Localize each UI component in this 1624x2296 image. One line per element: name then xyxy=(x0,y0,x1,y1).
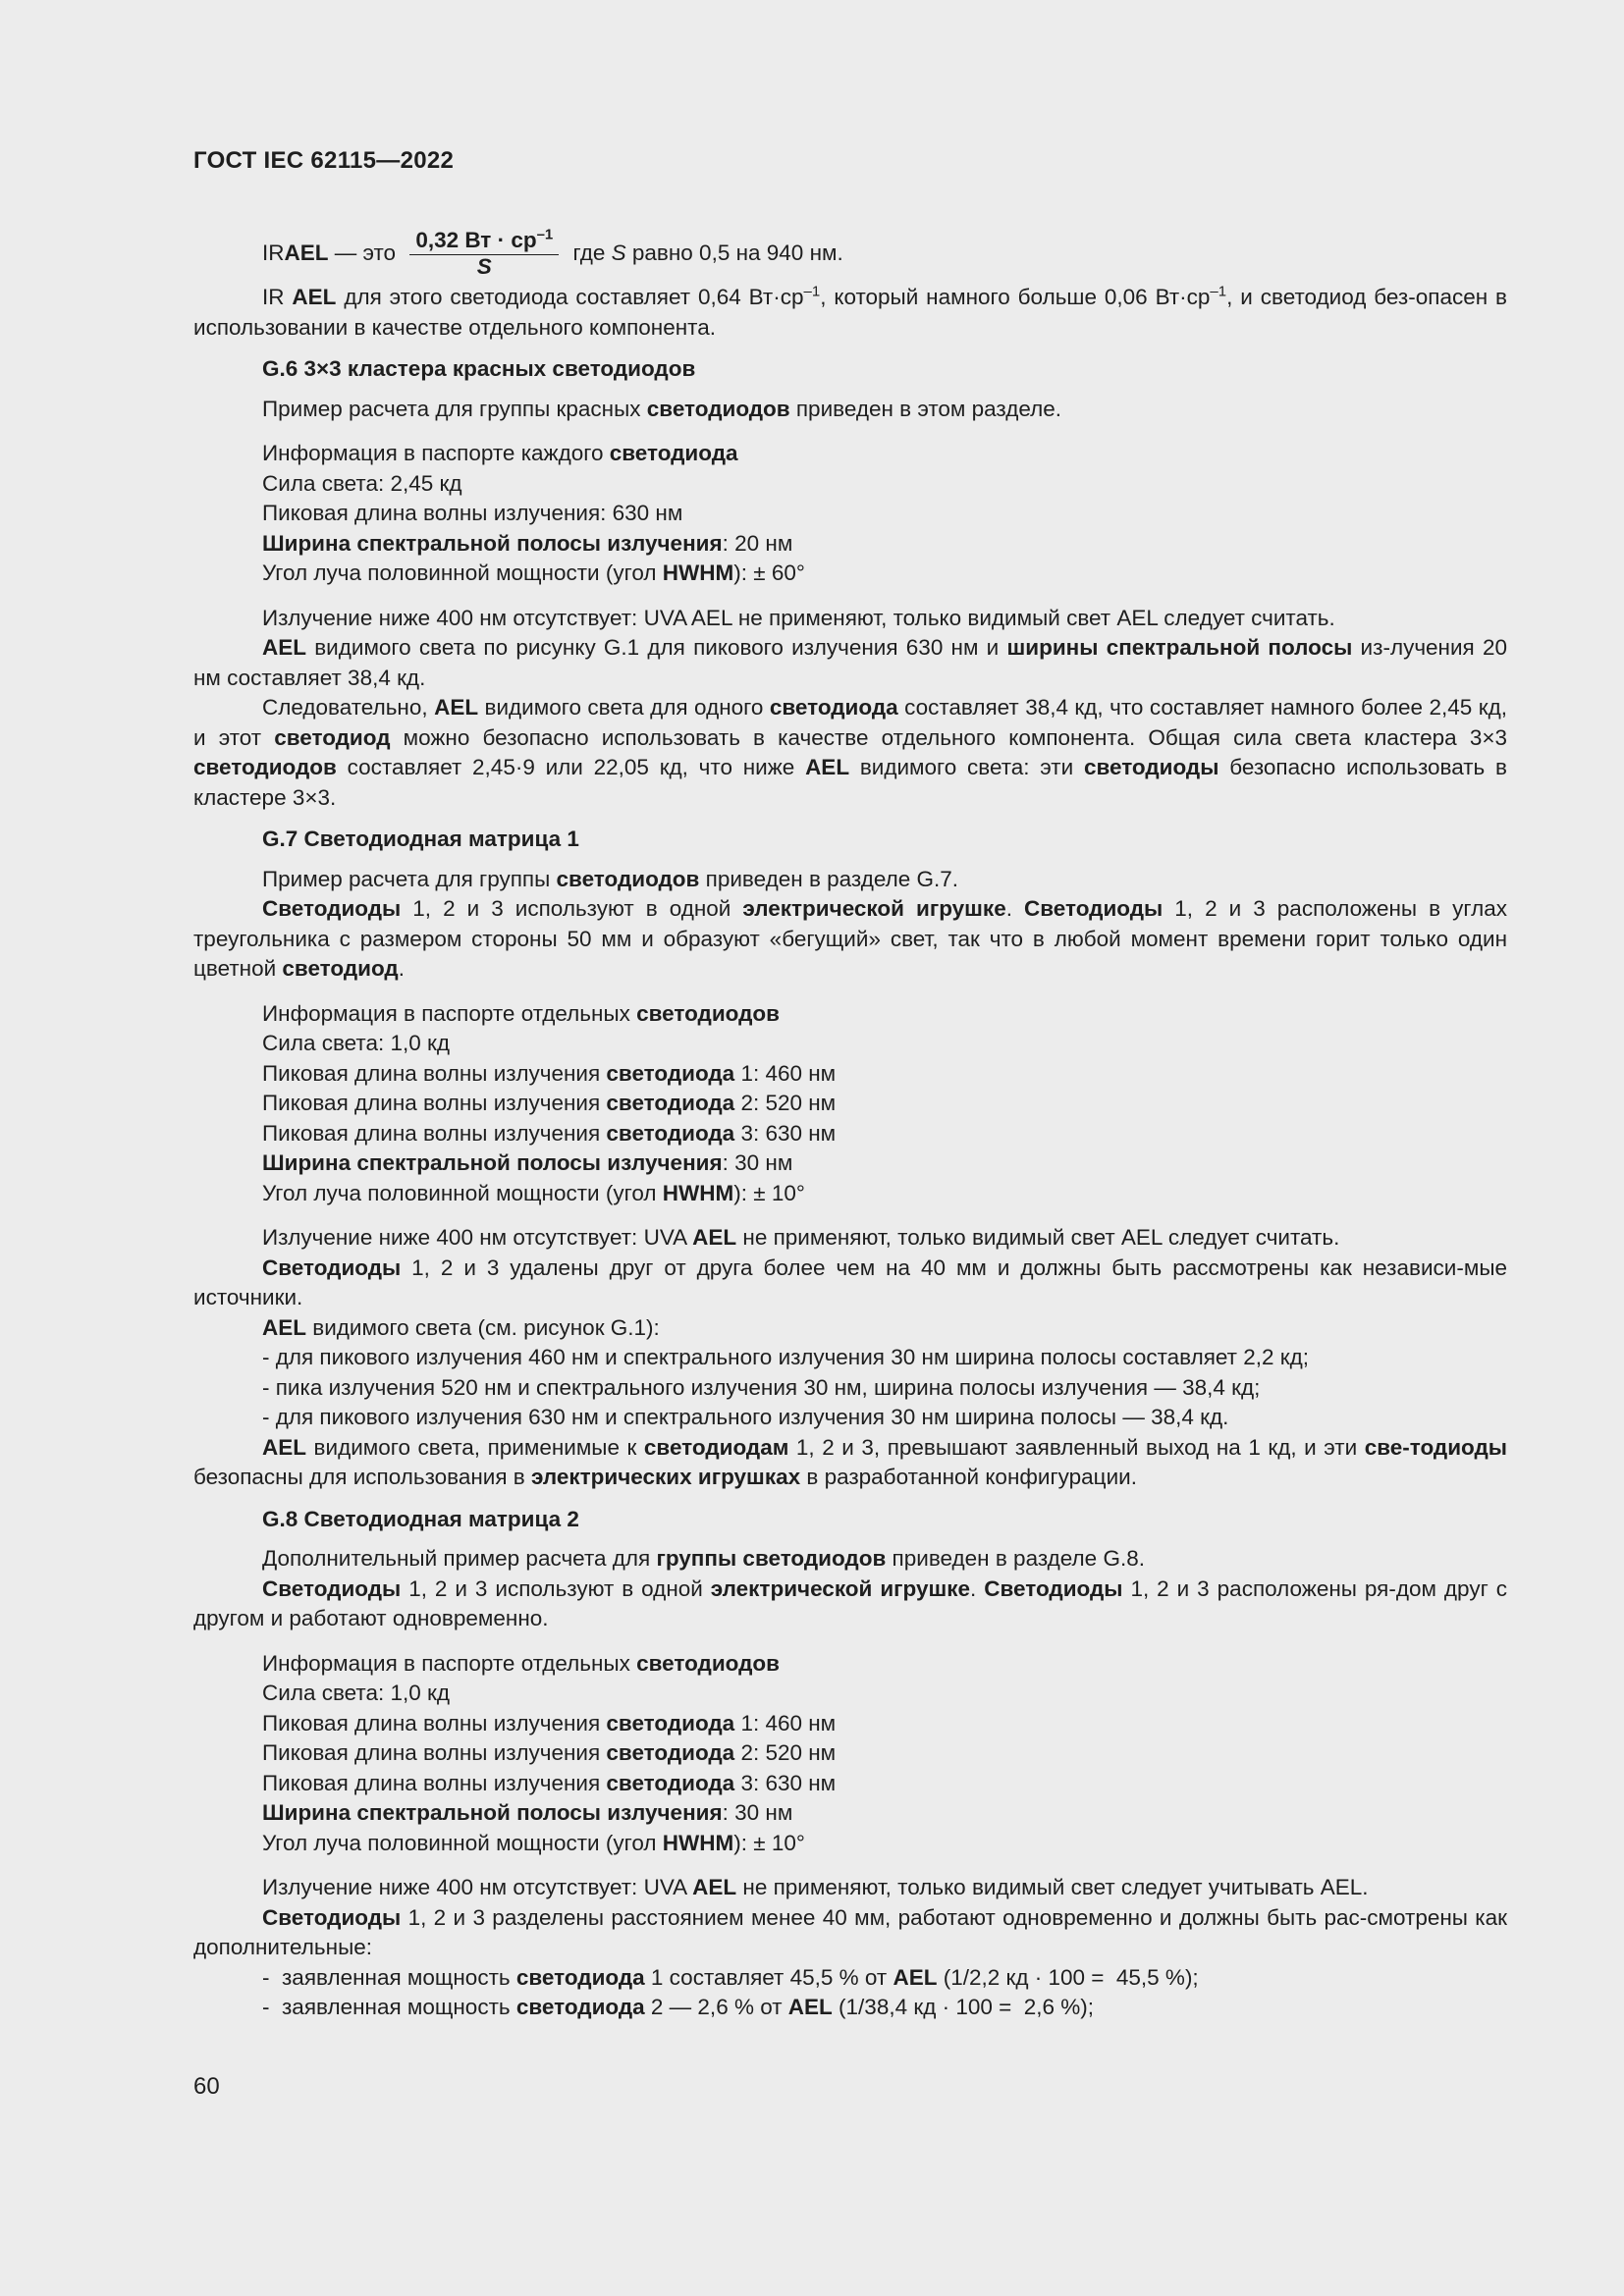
g7-paragraph-2: Излучение ниже 400 нм отсутствует: UVA AEL не применяют, только видимый свет AEL следует считать. xyxy=(262,1225,1340,1250)
list-item: - для пикового излучения 630 нм и спектрального излучения 30 нм ширина полосы — 38,4 кд. xyxy=(262,1405,1229,1429)
g6-paragraph-3: Следовательно, AEL видимого света для одного светодиода составляет 38,4 кд, что составляет намного более 2,45 кд, и этот светодиод можно безопасно использовать в качестве отдельного компонента. Общая сила света кластера 3×3 светодиодов составляет 2,45·9 или 22,05 кд, что ниже AEL видимого света: эти светодиоды безопасно использовать в кластере 3×3. xyxy=(193,695,1507,810)
g8-paragraph-2: Излучение ниже 400 нм отсутствует: UVA AEL не применяют, только видимый свет следует учитывать AEL. xyxy=(262,1875,1369,1899)
list-item: - пика излучения 520 нм и спектрального излучения 30 нм, ширина полосы излучения — 38,4 кд; xyxy=(262,1374,1261,1400)
formula-ael: AEL xyxy=(284,240,329,265)
g8-intro: Дополнительный пример расчета для группы светодиодов приведен в разделе G.8. xyxy=(262,1546,1145,1571)
g8-paragraph-1: Светодиоды 1, 2 и 3 используют в одной электрической игрушке. Светодиоды 1, 2 и 3 расположены ря-дом друг с другом и работают одновременно. xyxy=(193,1575,1507,1630)
formula-denominator: S xyxy=(476,254,492,279)
list-item: - заявленная мощность светодиода 2 — 2,6 % от AEL (1/38,4 кд · 100 = 2,6 %); xyxy=(262,1995,1095,2019)
formula-numerator: 0,32 Вт · $ср^{-1}$ xyxy=(409,228,559,255)
list-item: - заявленная мощность светодиода 1 составляет 45,5 % от AEL (1/2,2 кд · 100 = 45,5 %); xyxy=(262,1964,1199,1990)
g6-intro: Пример расчета для группы красных светодиодов приведен в этом разделе. xyxy=(262,396,1062,421)
document-header: ГОСТ IEC 62115—2022 xyxy=(193,147,455,174)
g8-datasheet: Информация в паспорте отдельных светодиодов Сила света: 1,0 кд Пиковая длина волны излучения светодиода 1: 460 нм Пиковая длина волны излучения светодиода 2: 520 нм Пиковая длина волны излучения светодиода 3: 630 нм Ширина спектральной полосы излучения: 30 нм Угол луча половинной мощности (угол HWHM): ± 10° xyxy=(262,1650,837,1855)
g7-paragraph-3: Светодиоды 1, 2 и 3 удалены друг от друга более чем на 40 мм и должны быть рассмотрены как независи-мые источники. xyxy=(193,1255,1507,1309)
document-body xyxy=(193,224,1507,2023)
section-heading-g6: G.6 3×3 кластера красных светодиодов xyxy=(262,356,696,381)
g7-paragraph-4: AEL видимого света (см. рисунок G.1): xyxy=(262,1314,660,1340)
g6-paragraph-2: AEL видимого света по рисунку G.1 для пикового излучения 630 нм и ширины спектральной полосы из-лучения 20 нм составляет 38,4 кд. xyxy=(193,635,1507,690)
g7-datasheet: Информация в паспорте отдельных светодиодов Сила света: 1,0 кд Пиковая длина волны излучения светодиода 1: 460 нм Пиковая длина волны излучения светодиода 2: 520 нм Пиковая длина волны излучения светодиода 3: 630 нм Ширина спектральной полосы излучения: 30 нм Угол луча половинной мощности (угол HWHM): ± 10° xyxy=(262,1000,837,1205)
section-heading-g8: G.8 Светодиодная матрица 2 xyxy=(262,1506,579,1531)
g7-paragraph-1: Светодиоды 1, 2 и 3 используют в одной электрической игрушке. Светодиоды 1, 2 и 3 расположены в углах треугольника с размером стороны 50 мм и образуют «бегущий» свет, так что в любой момент времени горит только один цветной светодиод. xyxy=(193,896,1507,981)
formula-fraction xyxy=(409,228,559,279)
formula-dash: — это xyxy=(328,240,403,265)
g6-datasheet: Информация в паспорте каждого светодиода Сила света: 2,45 кд Пиковая длина волны излучения: 630 нм Ширина спектральной полосы излучения: 20 нм Угол луча половинной мощности (угол HWHM): ± 60° xyxy=(262,441,805,585)
page-number: 60 xyxy=(193,2073,220,2100)
section-heading-g7: G.7 Светодиодная матрица 1 xyxy=(262,827,579,851)
g7-intro: Пример расчета для группы светодиодов приведен в разделе G.7. xyxy=(262,866,959,891)
g6-paragraph-1: Излучение ниже 400 нм отсутствует: UVA AEL не применяют, только видимый свет AEL следует считать. xyxy=(262,605,1335,630)
list-item: - для пикового излучения 460 нм и спектрального излучения 30 нм ширина полосы составляет 2,2 кд; xyxy=(262,1345,1309,1369)
formula-prefix: IR xyxy=(262,240,285,265)
g8-paragraph-3: Светодиоды 1, 2 и 3 разделены расстоянием менее 40 мм, работают одновременно и должны быть рас-смотрены как дополнительные: xyxy=(193,1904,1507,1959)
ir-ael-formula: IR AEL — это $\frac{0,32 Вт \cdot ср^{-1}}{S}$ где S равно 0,5 на 940 нм. xyxy=(262,226,843,279)
g7-paragraph-5: AEL видимого света, применимые к светодиодам 1, 2 и 3, превышают заявленный выход на 1 кд, и эти све-тодиоды безопасны для использования в электрических игрушках в разработанной конфигурации. xyxy=(193,1434,1507,1489)
ir-ael-paragraph: IR AEL для этого светодиода составляет 0,64 $Вт\cdot ср^{-1}$, который намного больше 0,06 $Вт\cdot ср^{-1}$, и светодиод без-опасен в использовании в качестве отдельного компонента. xyxy=(193,283,1508,340)
